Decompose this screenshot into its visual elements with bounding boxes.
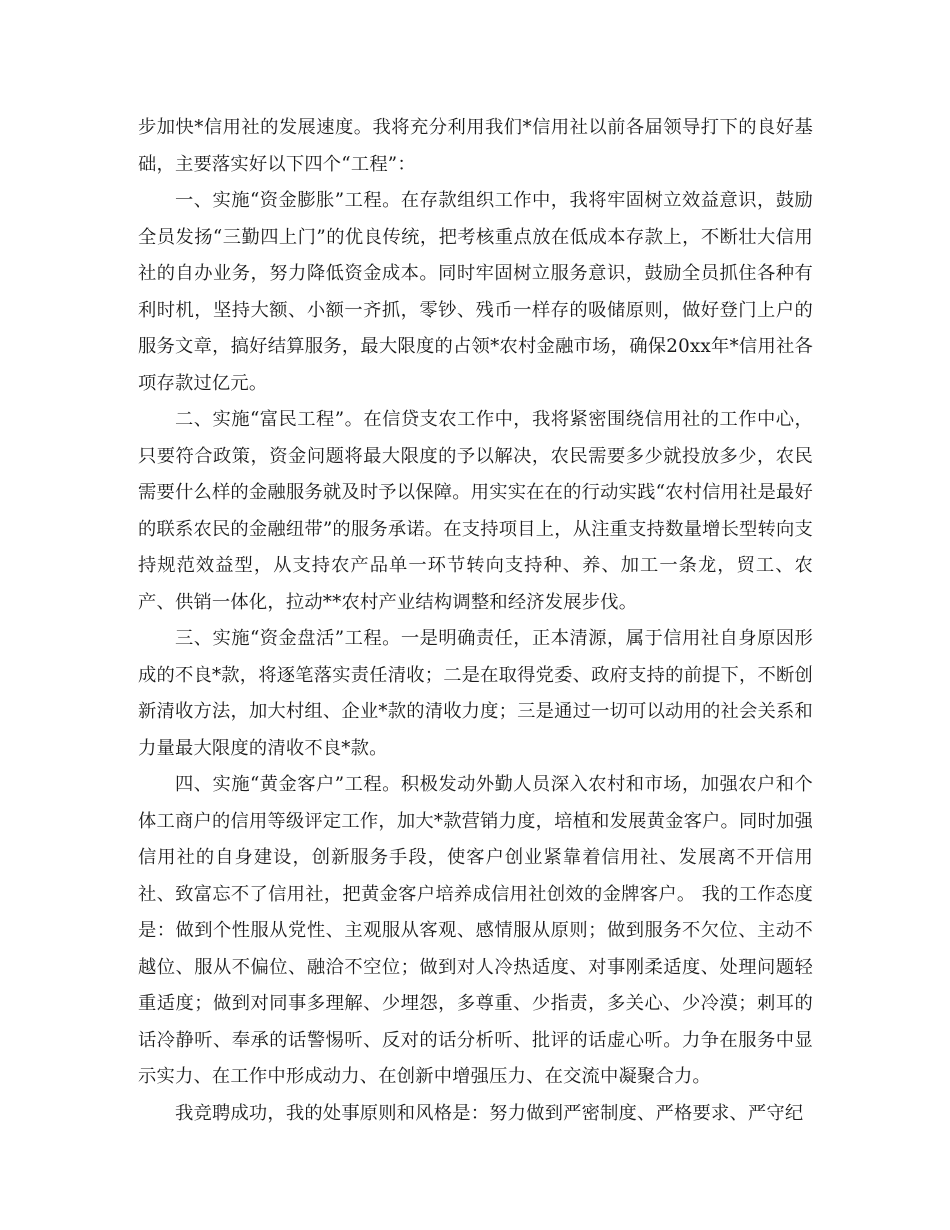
paragraph-project-2: 二、实施“富民工程”。在信贷支农工作中，我将紧密围绕信用社的工作中心，只要符合政策，资金问题将最大限度的予以解决，农民需要多少就投放多少，农民需要什么样的金融服务就及时予以保障。用实实在在的行动实践“农村信用社是最好的联系农民的金融纽带”的服务承诺。在支持项目上，从注重支持数量增长型转向支持规范效益型，从支持农产品单一环节转向支持种、养、加工一条龙，贸工、农产、供销一体化，拉动**农村产业结构调整和经济发展步伐。 (138, 409, 813, 613)
document-body (138, 110, 813, 1132)
paragraph-project-1: 一、实施“资金膨胀”工程。在存款组织工作中，我将牢固树立效益意识，鼓励全员发扬“三勤四上门”的优良传统，把考核重点放在低成本存款上，不断壮大信用社的自办业务，努力降低资金成本。同时牢固树立服务意识，鼓励全员抓住各种有利时机，坚持大额、小额一齐抓，零钞、残币一样存的吸储原则，做好登门上户的服务文章，搞好结算服务，最大限度的占领*农村金融市场，确保20xx年*信用社各项存款过亿元。 (138, 190, 813, 394)
paragraph-project-3: 三、实施“资金盘活”工程。一是明确责任，正本清源，属于信用社自身原因形成的不良*款，将逐笔落实责任清收；二是在取得党委、政府支持的前提下，不断创新清收方法，加大村组、企业*款的清收力度；三是通过一切可以动用的社会关系和力量最大限度的清收不良*款。 (138, 628, 813, 759)
paragraph-intro: 步加快*信用社的发展速度。我将充分利用我们*信用社以前各届领导打下的良好基础，主要落实好以下四个“工程”： (138, 117, 813, 175)
paragraph-project-4: 四、实施“黄金客户”工程。积极发动外勤人员深入农村和市场，加强农户和个体工商户的信用等级评定工作，加大*款营销力度，培植和发展黄金客户。同时加强信用社的自身建设，创新服务手段，使客户创业紧靠着信用社、发展离不开信用社、致富忘不了信用社，把黄金客户培养成信用社创效的金牌客户。 我的工作态度是：做到个性服从党性、主观服从客观、感情服从原则；做到服务不欠位、主动不越位、服从不偏位、融洽不空位；做到对人冷热适度、对事刚柔适度、处理问题轻重适度；做到对同事多理解、少埋怨，多尊重、少指责，多关心、少冷漠；刺耳的话冷静听、奉承的话警惕听、反对的话分析听、批评的话虚心听。力争在服务中显示实力、在工作中形成动力、在创新中增强压力、在交流中凝聚合力。 (138, 774, 813, 1087)
paragraph-principles: 我竞聘成功，我的处事原则和风格是：努力做到严密制度、严格要求、严守纪 (175, 1102, 804, 1124)
